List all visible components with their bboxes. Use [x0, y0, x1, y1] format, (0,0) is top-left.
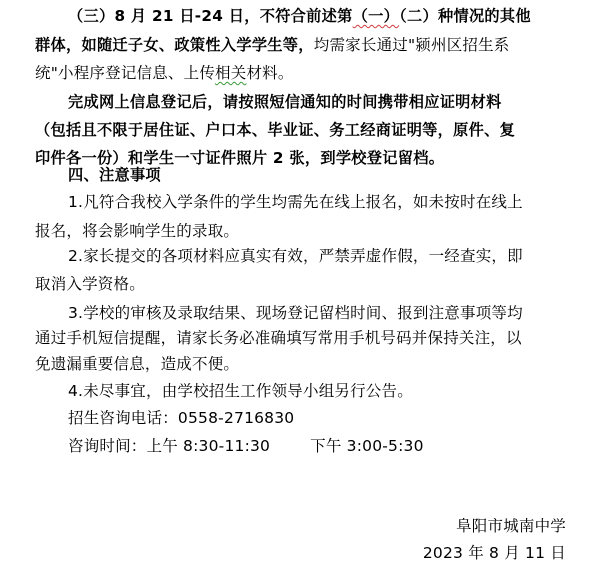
item-3-line-2: 通过手机短信提醒，请家长务必准确填写常用手机号码并保持关注，以 [35, 329, 522, 347]
item-1-line-1: 1.凡符合我校入学条件的学生均需先在线上报名，如未按时在线上 [68, 193, 523, 211]
item-1-line-2: 报名，将会影响学生的录取。 [35, 222, 240, 240]
paragraph-3-line-1-text-b: （一） [352, 7, 400, 25]
item-3-line-1: 3.学校的审核及录取结果、现场登记留档时间、报到注意事项等均 [68, 304, 523, 322]
contact-phone: 招生咨询电话：0558-2716830 [68, 409, 295, 427]
contact-hours-label: 咨询时间： [68, 437, 147, 455]
contact-hours-morning: 上午 8:30-11:30 [146, 437, 271, 455]
contact-hours-afternoon: 下午 3:00-5:30 [310, 437, 424, 455]
paragraph-3-line-2 [35, 35, 510, 55]
paragraph-3-line-1 [68, 6, 531, 26]
item-2-line-2: 取消入学资格。 [35, 275, 145, 293]
section-4-heading: 四、注意事项 [68, 166, 161, 184]
registration-line-2: （包括且不限于居住证、户口本、毕业证、务工经商证明等，原件、复 [35, 121, 516, 139]
signature-date: 2023 年 8 月 11 日 [422, 544, 566, 562]
paragraph-3-line-2-text-a: 群体，如随迁子女、政策性入学学生等， [35, 36, 314, 54]
paragraph-3-line-3-text-b: 相关 [215, 64, 247, 82]
paragraph-3-line-1-text-c: （二）种情况的其他 [399, 7, 531, 25]
item-2-line-1: 2.家长提交的各项材料应真实有效，严禁弄虚作假，一经查实，即 [68, 247, 523, 265]
contact-hours [68, 436, 424, 456]
paragraph-3-line-1-text-a: （三）8 月 21 日-24 日，不符合前述第 [68, 7, 353, 25]
paragraph-3-line-3 [35, 63, 294, 83]
registration-line-1: 完成网上信息登记后，请按照短信通知的时间携带相应证明材料 [68, 93, 502, 111]
registration-line-3: 印件各一份）和学生一寸证件照片 2 张，到学校登记留档。 [35, 149, 445, 167]
item-3-line-3: 免遗漏重要信息，造成不便。 [35, 355, 240, 373]
paragraph-3-line-3-text-c: 材料。 [246, 64, 294, 82]
paragraph-3-line-3-text-a: 统"小程序登记信息、上传 [35, 64, 216, 82]
paragraph-3-line-2-text-b: 均需家长通过"颍州区招生系 [313, 36, 510, 54]
item-4-line-1: 4.未尽事宜，由学校招生工作领导小组另行公告。 [68, 382, 413, 400]
signature-school: 阜阳市城南中学 [456, 517, 566, 535]
